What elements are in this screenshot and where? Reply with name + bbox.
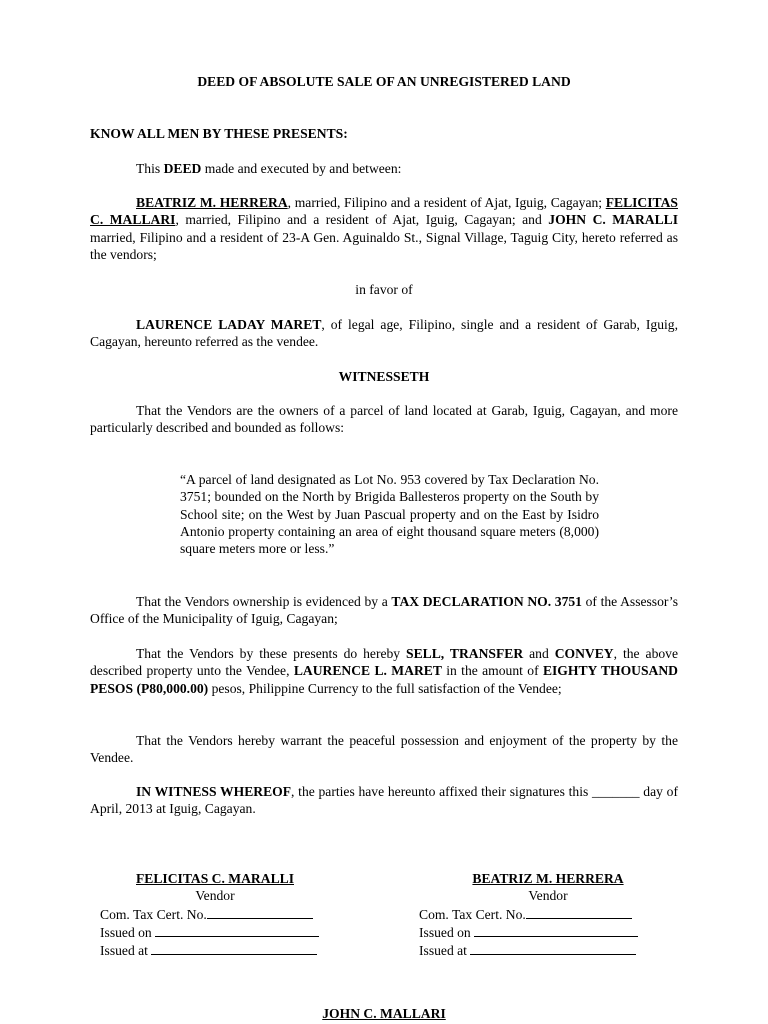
signatory-role: Vendor	[528, 888, 568, 904]
vendee-paragraph: LAURENCE LADAY MARET, of legal age, Filipino, single and a resident of Garab, Iguig, Cagayan, hereunto referred as the vendee.	[90, 317, 678, 350]
witness-paragraph: IN WITNESS WHEREOF, the parties have hereunto affixed their signatures this _______ day of April, 2013 at Iguig, Cagayan.	[90, 784, 678, 817]
tax-declaration-paragraph: That the Vendors ownership is evidenced by a TAX DECLARATION NO. 3751 of the Assessor’s Office of the Municipality of Iguig, Cagayan;	[90, 594, 678, 627]
tax-cert-row: Com. Tax Cert. No.	[100, 905, 330, 923]
vendee-name: LAURENCE LADAY MARET	[136, 317, 322, 332]
in-favor-of: in favor of	[355, 282, 413, 297]
warranty-paragraph: That the Vendors hereby warrant the peaceful possession and enjoyment of the property by the Vendee.	[90, 733, 678, 766]
vendor-2-name: FELICITAS C. MALLARI	[90, 195, 678, 228]
sale-paragraph: That the Vendors by these presents do hereby SELL, TRANSFER and CONVEY, the above described property unto the Vendee, LAURENCE L. MARET in the amount of EIGHTY THOUSAND PESOS (P80,000.00) pesos, Philippine Currency to the full satisfaction of the Vendee;	[90, 646, 678, 696]
land-description-quote: “A parcel of land designated as Lot No. 953 covered by Tax Declaration No. 3751; bounded on the North by Brigida Ballesteros property on the South by School site; on the West by Juan Pascual property and on the East by Isidro Antonio property containing an area of eight thousand square meters (8,000) square meters more or less.”	[180, 472, 599, 557]
intro-paragraph: This DEED made and executed by and between:	[136, 161, 402, 176]
signatory-name-john: JOHN C. MALLARI	[322, 1006, 446, 1021]
issued-on-row: Issued on	[100, 923, 330, 941]
owners-paragraph: That the Vendors are the owners of a parcel of land located at Garab, Iguig, Cagayan, and more particularly described and bounded as follows:	[90, 403, 678, 436]
issued-on-row: Issued on	[419, 923, 649, 941]
signatory-role: Vendor	[195, 888, 235, 904]
document-title: DEED OF ABSOLUTE SALE OF AN UNREGISTERED LAND	[197, 74, 571, 89]
vendor-3-name: JOHN C. MARALLI	[548, 212, 678, 228]
issued-at-row: Issued at	[100, 941, 330, 959]
know-all-heading: KNOW ALL MEN BY THESE PRESENTS:	[90, 126, 348, 141]
tax-cert-row: Com. Tax Cert. No.	[419, 905, 649, 923]
witnesseth-heading: WITNESSETH	[338, 369, 430, 384]
signature-block-felicitas	[100, 870, 330, 959]
day-blank: _______	[592, 784, 640, 799]
issued-at-row: Issued at	[419, 941, 649, 959]
signatory-name: FELICITAS C. MARALLI	[136, 871, 294, 886]
vendors-paragraph: BEATRIZ M. HERRERA, married, Filipino and a resident of Ajat, Iguig, Cagayan; FELICITAS C. MALLARI, married, Filipino and a resident of Ajat, Iguig, Cagayan; and JOHN C. MARALLI married, Filipino and a resident of 23-A Gen. Aguinaldo St., Signal Village, Taguig City, hereto referred as the vendors;	[90, 195, 678, 262]
signatory-name: BEATRIZ M. HERRERA	[472, 871, 624, 886]
vendor-1-name: BEATRIZ M. HERRERA	[136, 195, 288, 210]
signature-block-beatriz	[419, 870, 649, 959]
